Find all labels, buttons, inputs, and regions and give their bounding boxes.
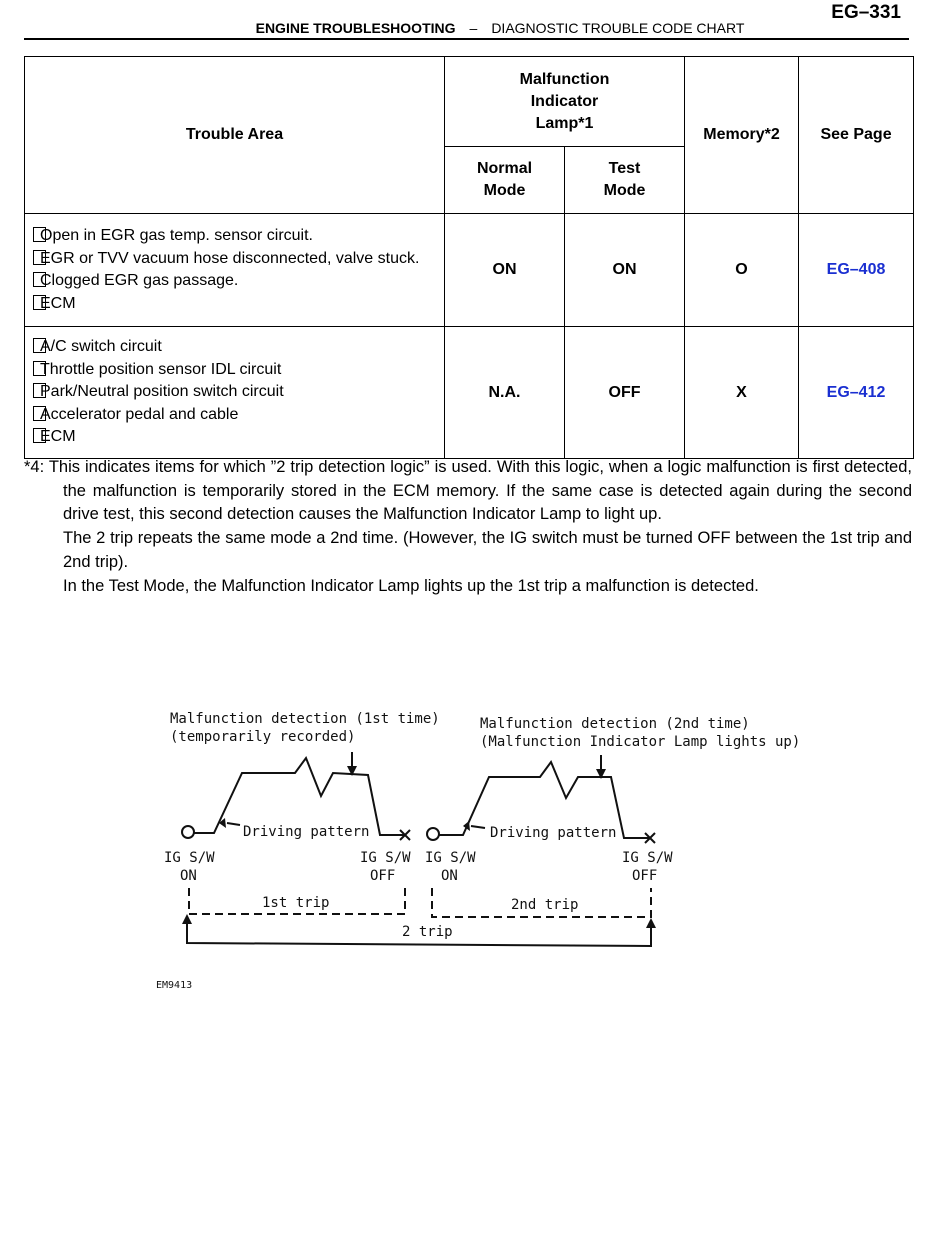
ig-sw-label: IG S/W — [425, 850, 476, 866]
th-mil-line: Malfunction — [519, 70, 610, 88]
footnote-paragraph: *4: This indicates items for which ”2 trip detection logic” is used. With this logic, when a logic malfunction is first detected, the malfunction is temporarily stored in the ECM memory. If the same case is detected again during the second drive test, this second detection causes the Malfunction Indicator Lamp to light up. — [24, 458, 912, 524]
list-item: Open in EGR gas temp. sensor circuit. — [33, 225, 444, 248]
driving-pattern-label-2: Driving pattern — [490, 825, 617, 841]
ig-on-marker-1 — [182, 826, 194, 838]
ig-on-label: ON — [441, 868, 458, 884]
pattern-pointer-2 — [471, 826, 485, 828]
ig-on-label: ON — [180, 868, 197, 884]
label-1st-detection-note: (temporarily recorded) — [170, 729, 356, 745]
th-normal-line: Normal — [476, 160, 533, 177]
list-item: ECM — [33, 293, 444, 316]
figure-code: EM9413 — [156, 980, 193, 991]
list-item: ECM — [33, 426, 444, 449]
test-mode-value: ON — [565, 214, 685, 327]
th-test-line: Test — [608, 160, 641, 177]
see-page-link[interactable]: EG–408 — [799, 214, 914, 327]
arrowhead-icon — [646, 918, 656, 928]
label-1st-detection: Malfunction detection (1st time) — [170, 711, 440, 727]
trip-2-label: 2nd trip — [511, 897, 579, 913]
normal-mode-value: ON — [445, 214, 565, 327]
list-item: Park/Neutral position switch circuit — [33, 381, 444, 404]
list-item: Accelerator pedal and cable — [33, 404, 444, 427]
label-2nd-detection-note: (Malfunction Indicator Lamp lights up) — [480, 734, 801, 750]
page-number: EG–331 — [831, 2, 901, 23]
normal-mode-value: N.A. — [445, 327, 565, 459]
header-title: DIAGNOSTIC TROUBLE CODE CHART — [491, 20, 745, 36]
ig-sw-label: IG S/W — [622, 850, 673, 866]
arrowhead-icon — [182, 914, 192, 924]
header-section: ENGINE TROUBLESHOOTING — [255, 20, 456, 36]
th-normal-line: Mode — [483, 182, 526, 199]
th-trouble-area: Trouble Area — [25, 57, 445, 214]
th-mil-line: Indicator — [530, 92, 599, 110]
ig-off-label: OFF — [632, 868, 658, 884]
th-see-page: See Page — [799, 57, 914, 214]
ig-sw-label: IG S/W — [360, 850, 411, 866]
footnote-paragraph: The 2 trip repeats the same mode a 2nd time. (However, the IG switch must be turned OFF between the 1st trip and 2nd trip). — [63, 529, 912, 571]
memory-value: O — [685, 214, 799, 327]
list-item: Clogged EGR gas passage. — [33, 270, 444, 293]
list-item: Throttle position sensor IDL circuit — [33, 359, 444, 382]
test-mode-value: OFF — [565, 327, 685, 459]
th-mil-line: Lamp*1 — [535, 114, 594, 132]
see-page-link[interactable]: EG–412 — [799, 327, 914, 459]
label-2nd-detection: Malfunction detection (2nd time) — [480, 716, 750, 732]
driving-pattern-label-1: Driving pattern — [243, 824, 370, 840]
ig-on-marker-2 — [427, 828, 439, 840]
th-test-line: Mode — [603, 182, 646, 199]
two-trip-label: 2 trip — [402, 924, 453, 940]
trip-1-label: 1st trip — [262, 895, 330, 911]
footnote-paragraph: In the Test Mode, the Malfunction Indicator Lamp lights up the 1st trip a malfunction is detected. — [63, 576, 759, 595]
pattern-pointer-1 — [227, 823, 240, 825]
header-separator: – — [469, 20, 478, 36]
list-item: A/C switch circuit — [33, 336, 444, 359]
ig-off-label: OFF — [370, 868, 396, 884]
ig-sw-label: IG S/W — [164, 850, 215, 866]
list-item: EGR or TVV vacuum hose disconnected, valve stuck. — [33, 248, 444, 271]
memory-value: X — [685, 327, 799, 459]
th-memory: Memory*2 — [685, 57, 799, 214]
